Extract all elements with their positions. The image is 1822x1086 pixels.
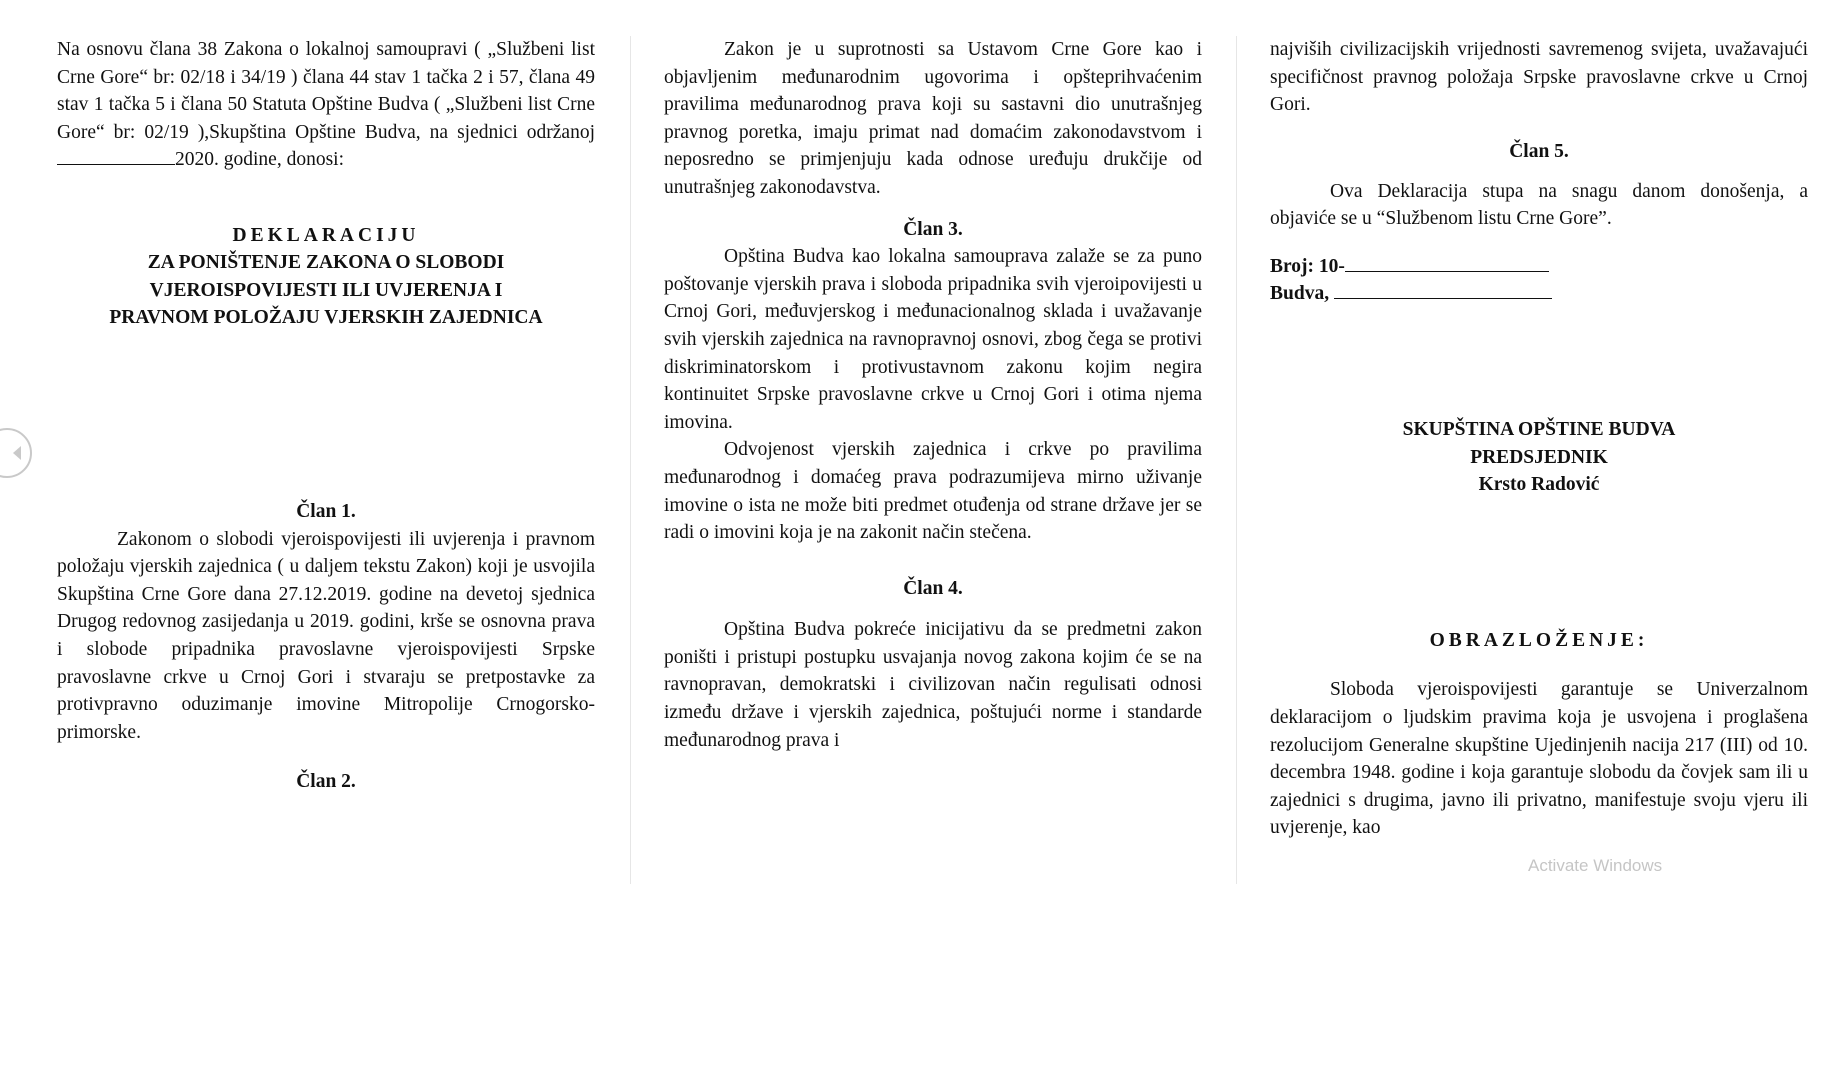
declaration-title-line4: PRAVNOM POLOŽAJU VJERSKIH ZAJEDNICA <box>109 307 543 329</box>
date-blank <box>57 146 175 165</box>
article-4-text-continued <box>1270 36 1808 118</box>
column-divider <box>630 36 631 884</box>
article-4-heading: Član 4. <box>903 577 963 599</box>
signature-title: PREDSJEDNIK <box>1470 446 1608 468</box>
article-5-heading: Član 5. <box>1509 141 1569 162</box>
previous-page-button[interactable] <box>0 428 32 478</box>
preamble: Na osnovu člana 38 Zakona o lokalnoj samoupravi ( „Službeni list Crne Gore“ br: 02/18 i 34/19 ) člana 44 stav 1 tačka 2 i 57, člana 49 stav 1 tačka 5 i člana 50 Statuta Opštine Budva ( „Službeni list Crne Gore“ br: 02/19 ),Skupština Opštine Budva, na sjednici održanoj2020. godine, donosi: <box>57 39 595 171</box>
explanation-text: Sloboda vjeroispovijesti garantuje se Univerzalnom deklaracijom o ljudskim pravima koja je usvojena i proglašena rezolucijom Generalne skupštine Ujedinjenih nacija 217 (III) od 10. decembra 1948. godine i koja garantuje slobodu da čovjek sam ili u zajednici s drugima, javno ili privatno, manifestuje svoju vjeru ili uvjerenje, kao <box>1270 679 1808 839</box>
article-5-text: Ova Deklaracija stupa na snagu danom donošenja, a objaviće se u “Službenom listu Crne Gore”. <box>1270 180 1808 230</box>
document-column-3 <box>1270 36 1808 842</box>
signature-assembly: SKUPŠTINA OPŠTINE BUDVA <box>1402 418 1676 440</box>
document-column-2 <box>664 36 1202 1086</box>
article-4-text-tail: najviših civilizacijskih vrijednosti savremenog svijeta, uvažavajući specifičnost pravnog položaja Srpske pravoslavne crkve u Crnoj Gori. <box>1270 39 1808 116</box>
budva-line: Budva, <box>1270 280 1808 308</box>
declaration-title-line3: VJEROISPOVIJESTI ILI UVJERENJA I <box>149 279 503 301</box>
article-4-text-part1: Opština Budva pokreće inicijativu da se predmetni zakon poništi i pristupi postupku usvajanja novog zakona kojim će se na ravnopravan, demokratski i civilizovan način regulisati odnosi između države i vjerskih zajednica, poštujući norme i standarde međunarodnog prava i <box>664 619 1202 751</box>
column-divider <box>1236 36 1237 884</box>
document-column-1 <box>57 36 595 796</box>
article-3-heading: Član 3. <box>903 218 963 240</box>
budva-date-blank <box>1334 280 1552 299</box>
article-2-heading: Član 2. <box>296 771 356 793</box>
article-1-text: Zakonom o slobodi vjeroispovijesti ili uvjerenja i pravnom položaju vjerskih zajednica ( u daljem tekstu Zakon) koji je usvojila Skupština Crne Gore dana 27.12.2019. godine na devetoj sjednica Drugog redovnog zasijedanja u 2019. godini, krše se osnovna prava i slobode pripadnika pravoslavne vjeroispovijesti Srpske pravoslavne crkve u Crnoj Gori i stvaraju se pretpostavke za protivpravno oduzimanje imovine Mitropolije Crnogorsko-primorske. <box>57 528 595 743</box>
broj-blank <box>1345 253 1549 272</box>
activate-windows-watermark: Activate Windows <box>1528 856 1663 875</box>
declaration-title-line2: ZA PONIŠTENJE ZAKONA O SLOBODI <box>147 252 505 274</box>
article-3-text-2: Odvojenost vjerskih zajednica i crkve po pravilima međunarodnog i domaćeg prava podrazumijeva mirno uživanje imovine o ista ne može biti predmet otuđenja od strane države jer se radi o imovini koja je na zakonit način stečena. <box>664 439 1202 544</box>
article-3-text-1: Opština Budva kao lokalna samouprava zalaže se za puno poštovanje vjerskih prava i sloboda pripadnika svih vjeroipovijesti u Crnoj Gori, međuvjerskog i međunacionalnog sklada i uvažavanje svih vjerskih zajednica na ravnopravnoj osnovi, zbog čega se protivi diskriminatorskom i protivustavnom zakonu kojim negira kontinuitet Srpske pravoslavne crkve u Crnoj Gori i otima njema imovina. <box>664 246 1202 433</box>
broj-line: Broj: 10- <box>1270 253 1808 281</box>
article-2-text: Zakon je u suprotnosti sa Ustavom Crne Gore kao i objavljenim međunarodnim ugovorima i opšteprihvaćenim pravilima međunarodnog prava koji su sastavni dio unutrašnjeg pravnog poretka, imaju primat nad domaćim zakonodavstvom i neposredno se primjenjuju kada odnose uređuju drukčije od unutrašnjeg zakonodavstva. <box>664 39 1202 198</box>
explanation-heading: OBRAZLOŽENJE: <box>1429 629 1649 651</box>
signature-name: Krsto Radović <box>1478 474 1600 496</box>
article-1-heading: Član 1. <box>296 500 356 522</box>
chevron-left-icon <box>11 445 23 461</box>
declaration-title-line1: DEKLARACIJU <box>232 224 420 246</box>
